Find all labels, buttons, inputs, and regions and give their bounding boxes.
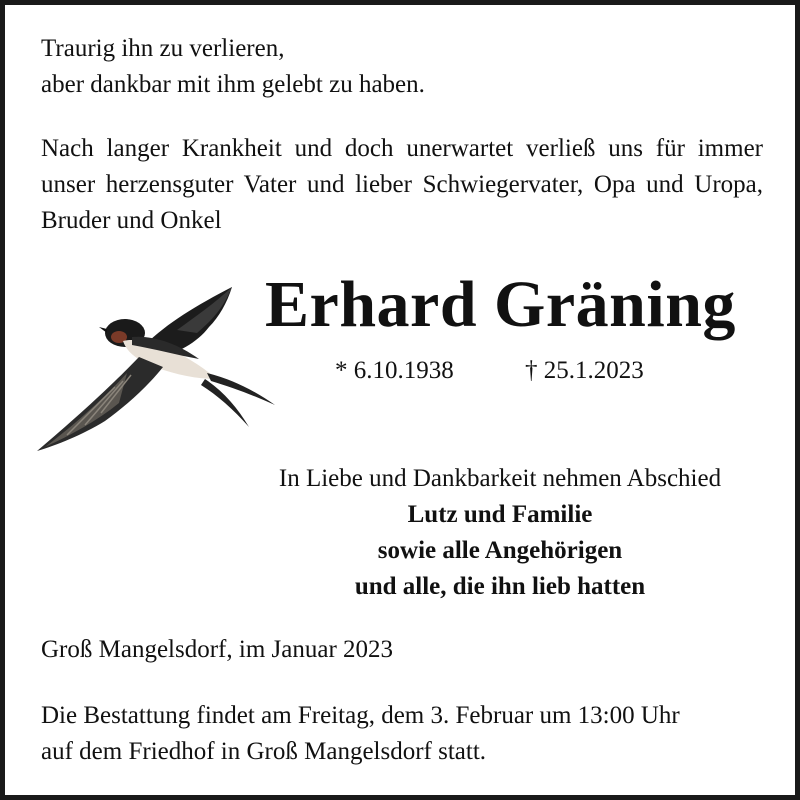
farewell-block <box>220 461 780 605</box>
intro-line-1: Traurig ihn zu verlieren, <box>41 35 285 62</box>
obituary-notice <box>5 5 795 795</box>
funeral-line-1: Die Bestattung findet am Freitag, dem 3. Februar um 13:00 Uhr <box>41 702 680 729</box>
mourner-line: sowie alle Angehörigen <box>377 537 623 564</box>
place-date: Groß Mangelsdorf, im Januar 2023 <box>41 636 394 663</box>
farewell-intro: In Liebe und Dankbarkeit nehmen Abschied <box>278 465 722 492</box>
mourner-line: Lutz und Familie <box>407 501 593 528</box>
death-date: † 25.1.2023 <box>525 357 644 384</box>
death-announcement: Nach langer Krankheit und doch unerwartet verließ uns für immer unser herzensguter Vater und lieber Schwiegervater, Opa und Uropa, Bruder und Onkel <box>41 135 763 234</box>
intro-line-2: aber dankbar mit ihm gelebt zu haben. <box>41 71 425 98</box>
birth-date: * 6.10.1938 <box>335 357 454 384</box>
mourner-line: und alle, die ihn lieb hatten <box>354 573 646 600</box>
deceased-name: Erhard Gräning <box>265 268 736 341</box>
swallow-bird-icon <box>27 275 277 460</box>
funeral-info <box>41 698 680 770</box>
funeral-line-2: auf dem Friedhof in Groß Mangelsdorf statt. <box>41 738 487 765</box>
intro-quote <box>41 31 425 103</box>
